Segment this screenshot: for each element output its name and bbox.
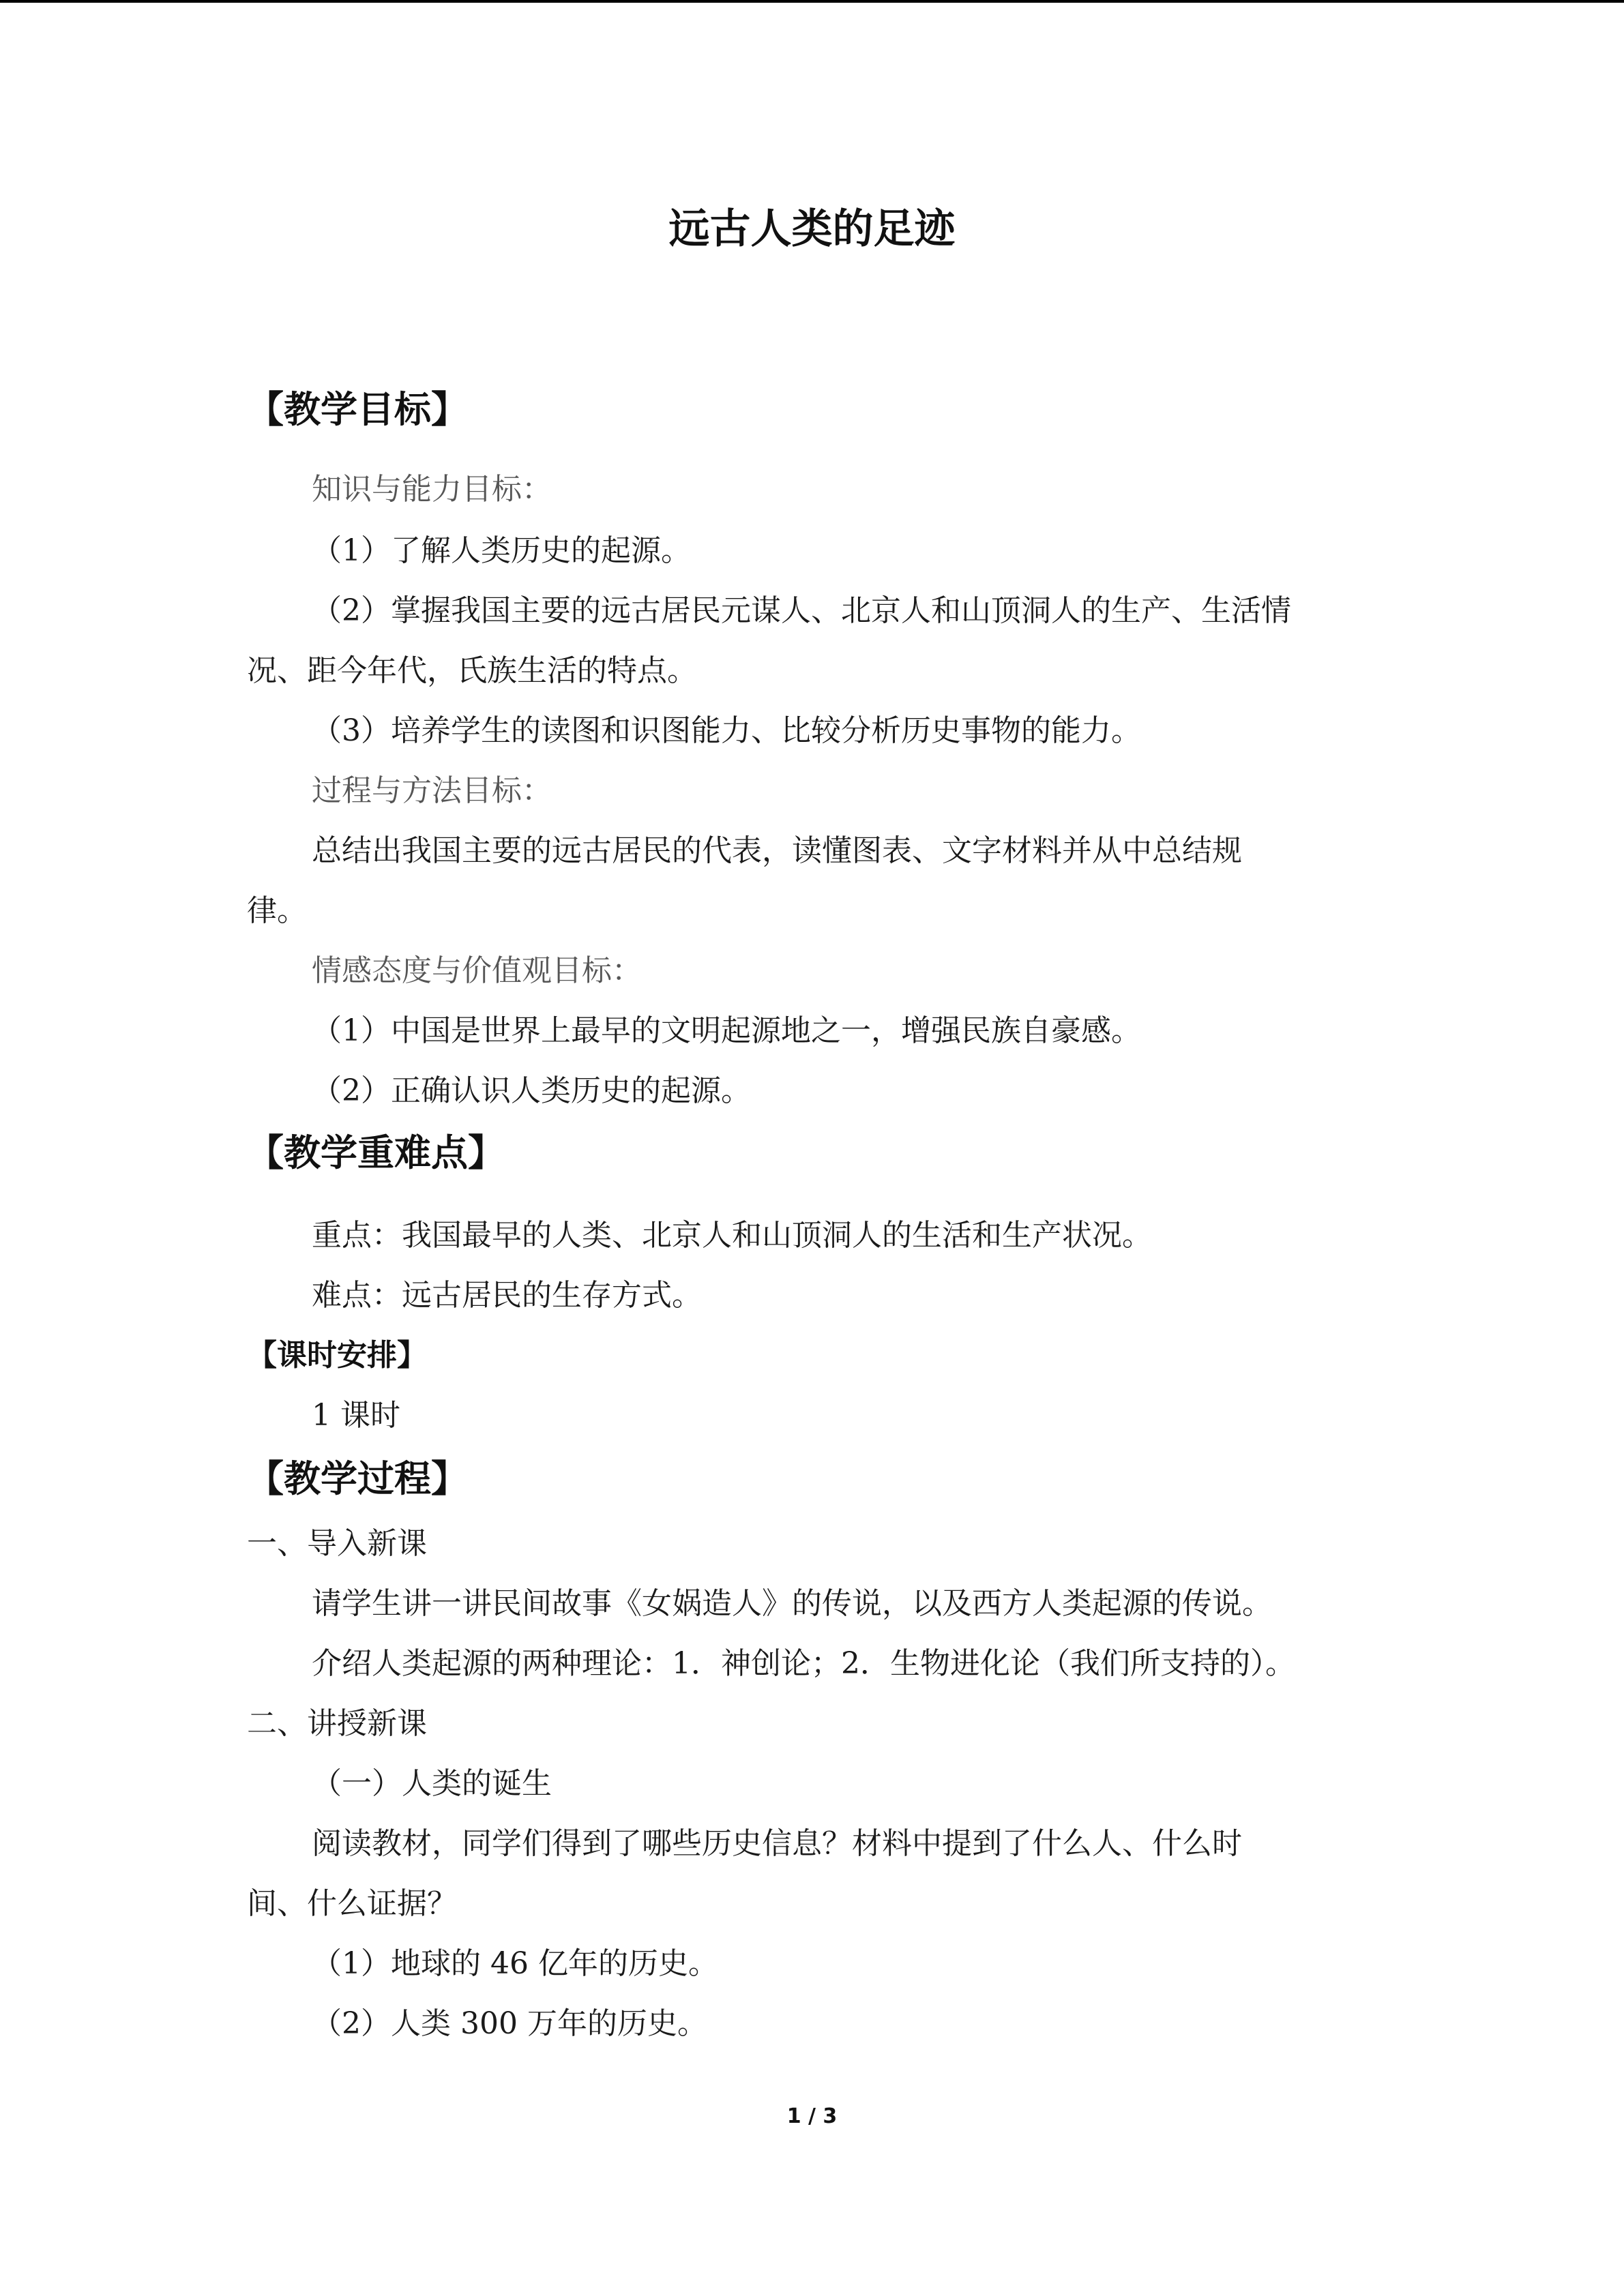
schedule-value: 1 课时 (312, 1398, 400, 1433)
page-number: 1 / 3 (786, 2104, 838, 2128)
heading-key-difficult-points: 【教学重难点】 (247, 1131, 505, 1174)
knowledge-objective-heading: 知识与能力目标： (312, 472, 552, 507)
emotion-objective-heading: 情感态度与价值观目标： (312, 953, 642, 988)
process-paragraph: 介绍人类起源的两种理论：1．神创论；2．生物进化论（我们所支持的）。 (312, 1646, 1295, 1681)
process-part-1: 一、导入新课 (247, 1526, 427, 1561)
document-title: 远古人类的足迹 (668, 205, 956, 253)
process-paragraph: 阅读教材，同学们得到了哪些历史信息？材料中提到了什么人、什么时 (312, 1826, 1242, 1861)
difficult-point: 难点：远古居民的生存方式。 (312, 1278, 702, 1313)
objective-item: （2）正确认识人类历史的起源。 (312, 1073, 751, 1108)
process-list-item: （1）地球的 46 亿年的历史。 (312, 1946, 718, 1981)
process-part-2: 二、讲授新课 (247, 1706, 427, 1741)
heading-teaching-objectives: 【教学目标】 (247, 387, 468, 431)
objective-item-continued: 况、距今年代，氏族生活的特点。 (247, 653, 697, 688)
key-point: 重点：我国最早的人类、北京人和山顶洞人的生活和生产状况。 (312, 1218, 1152, 1253)
process-paragraph-continued: 间、什么证据？ (247, 1886, 457, 1921)
heading-schedule: 【课时安排】 (247, 1338, 427, 1373)
objective-item: （1）了解人类历史的起源。 (312, 533, 691, 568)
process-paragraph: 请学生讲一讲民间故事《女娲造人》的传说，以及西方人类起源的传说。 (312, 1586, 1272, 1621)
heading-teaching-process: 【教学过程】 (247, 1457, 468, 1500)
objective-item: （2）掌握我国主要的远古居民元谋人、北京人和山顶洞人的生产、生活情 (312, 593, 1291, 628)
process-list-item: （2）人类 300 万年的历史。 (312, 2006, 707, 2041)
objective-item: （3）培养学生的读图和识图能力、比较分析历史事物的能力。 (312, 713, 1141, 748)
process-objective-text: 总结出我国主要的远古居民的代表，读懂图表、文字材料并从中总结规 (312, 833, 1242, 868)
objective-item: （1）中国是世界上最早的文明起源地之一，增强民族自豪感。 (312, 1013, 1141, 1048)
process-subsection: （一）人类的诞生 (312, 1766, 552, 1801)
process-objective-text-continued: 律。 (247, 893, 307, 928)
process-objective-heading: 过程与方法目标： (312, 773, 552, 808)
